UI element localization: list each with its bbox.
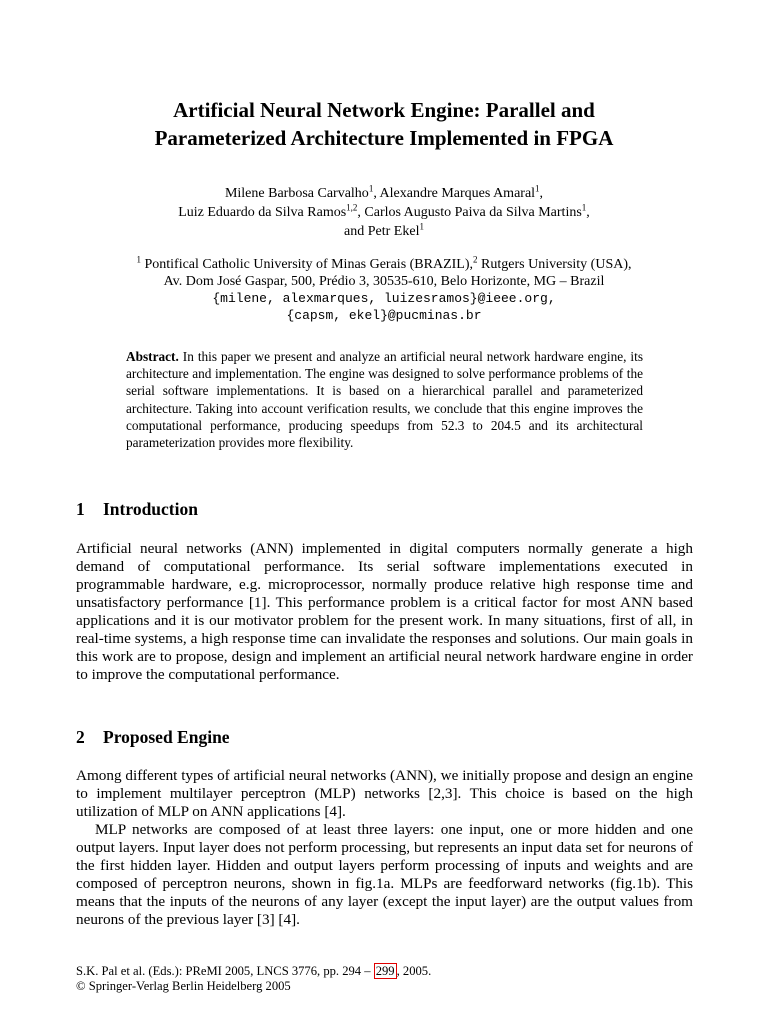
author-name: Alexandre Marques Amaral bbox=[379, 186, 536, 201]
author-name: Carlos Augusto Paiva da Silva Martins bbox=[364, 205, 582, 220]
section-number: 1 bbox=[76, 499, 85, 519]
affiliation-block bbox=[60, 256, 708, 324]
title-line-2: Parameterized Architecture Implemented in FPGA bbox=[154, 126, 614, 150]
section-title: Introduction bbox=[103, 499, 198, 519]
author-affil-mark: 1 bbox=[419, 221, 424, 232]
author-affil-mark: 1 bbox=[581, 202, 587, 213]
section-body-proposed-engine bbox=[76, 767, 693, 929]
footer-line-1 bbox=[76, 964, 431, 979]
paper-title bbox=[60, 96, 708, 152]
author-separator: , bbox=[586, 205, 590, 220]
affiliation-line-1 bbox=[60, 256, 708, 273]
author-separator: , bbox=[357, 205, 365, 220]
affiliation-address: Av. Dom José Gaspar, 500, Prédio 3, 30535-610, Belo Horizonte, MG – Brazil bbox=[163, 274, 605, 289]
abstract-text: In this paper we present and analyze an artificial neural network hardware engine, its architecture and implementation. The engine was designed to solve performance problems of the serial software implementations. It is based on a hierarchical parallel and parameterized architecture. Taking into account verification results, we conclude that this engine improves the computational performance, producing speedups from 52.3 to 204.5 and its architectural parameterization provides more flexibility. bbox=[126, 349, 643, 451]
affiliation-email-2: {capsm, ekel}@pucminas.br bbox=[286, 308, 482, 323]
footer-citation-text: S.K. Pal et al. (Eds.): PReMI 2005, LNCS 3776, pp. 294 – bbox=[76, 964, 374, 978]
paragraph: Among different types of artificial neural networks (ANN), we initially propose and design an engine to implement multilayer perceptron (MLP) networks [2,3]. This choice is based on the high utilization of MLP on ANN applications [4]. bbox=[76, 767, 693, 820]
section-number: 2 bbox=[76, 727, 85, 747]
paragraph: Artificial neural networks (ANN) implemented in digital computers normally generate a high demand of computational performance. Its serial software implementations executed in programmable hardware, e.g. microprocessor, normally produce relative high response time and unsatisfactory performance [1]. This performance problem is a critical factor for most ANN based applications and it is our motivator problem for the present work. In many situations, first of all, in real-time systems, a high response time can invalidate the responses and solutions. Our main goals in this work are to propose, design and implement an artificial neural network hardware engine in order to improve the computational performance. bbox=[76, 540, 693, 683]
footer-copyright: © Springer-Verlag Berlin Heidelberg 2005 bbox=[76, 979, 291, 993]
section-title: Proposed Engine bbox=[103, 727, 230, 747]
author-separator: , bbox=[539, 186, 544, 201]
affiliation-mark: 2 bbox=[473, 254, 478, 265]
author-name: and Petr Ekel bbox=[344, 224, 420, 239]
footer-citation bbox=[76, 964, 431, 994]
abstract bbox=[126, 348, 643, 451]
affiliation-mark: 1 bbox=[136, 254, 141, 265]
affiliation-text: Rutgers University (USA), bbox=[477, 257, 632, 272]
abstract-label: Abstract. bbox=[126, 349, 179, 364]
author-line-1 bbox=[60, 184, 708, 203]
author-line-2 bbox=[60, 203, 708, 222]
section-heading-introduction bbox=[76, 499, 198, 520]
author-line-3 bbox=[60, 222, 708, 241]
author-name: Milene Barbosa Carvalho bbox=[224, 186, 369, 201]
paragraph: MLP networks are composed of at least three layers: one input, one or more hidden and one output layers. Input layer does not perform processing, but represents an input data set for neurons of the first hidden layer. Hidden and output layers perform processing of inputs and weights and are composed of perceptron neurons, shown in fig.1a. MLPs are feedforward networks (fig.1b). This means that the inputs of the neurons of any layer (except the input layer) are the output values from neurons of the previous layer [3] [4]. bbox=[76, 821, 693, 928]
affiliation-email-1: {milene, alexmarques, luizesramos}@ieee.org, bbox=[212, 291, 556, 306]
author-affil-mark: 1 bbox=[535, 183, 540, 194]
author-name: Luiz Eduardo da Silva Ramos bbox=[178, 205, 347, 220]
author-list bbox=[60, 184, 708, 241]
page-range-end-highlight: 299 bbox=[375, 964, 395, 978]
title-line-1: Artificial Neural Network Engine: Parallel and bbox=[173, 98, 595, 122]
author-affil-mark: 1 bbox=[368, 183, 374, 194]
footer-citation-text: , 2005. bbox=[396, 964, 432, 978]
section-heading-proposed-engine bbox=[76, 727, 230, 748]
author-separator: , bbox=[373, 186, 380, 201]
section-body-introduction bbox=[76, 540, 693, 684]
affiliation-text: Pontifical Catholic University of Minas Gerais (BRAZIL), bbox=[140, 257, 474, 272]
author-affil-mark: 1,2 bbox=[346, 202, 358, 213]
